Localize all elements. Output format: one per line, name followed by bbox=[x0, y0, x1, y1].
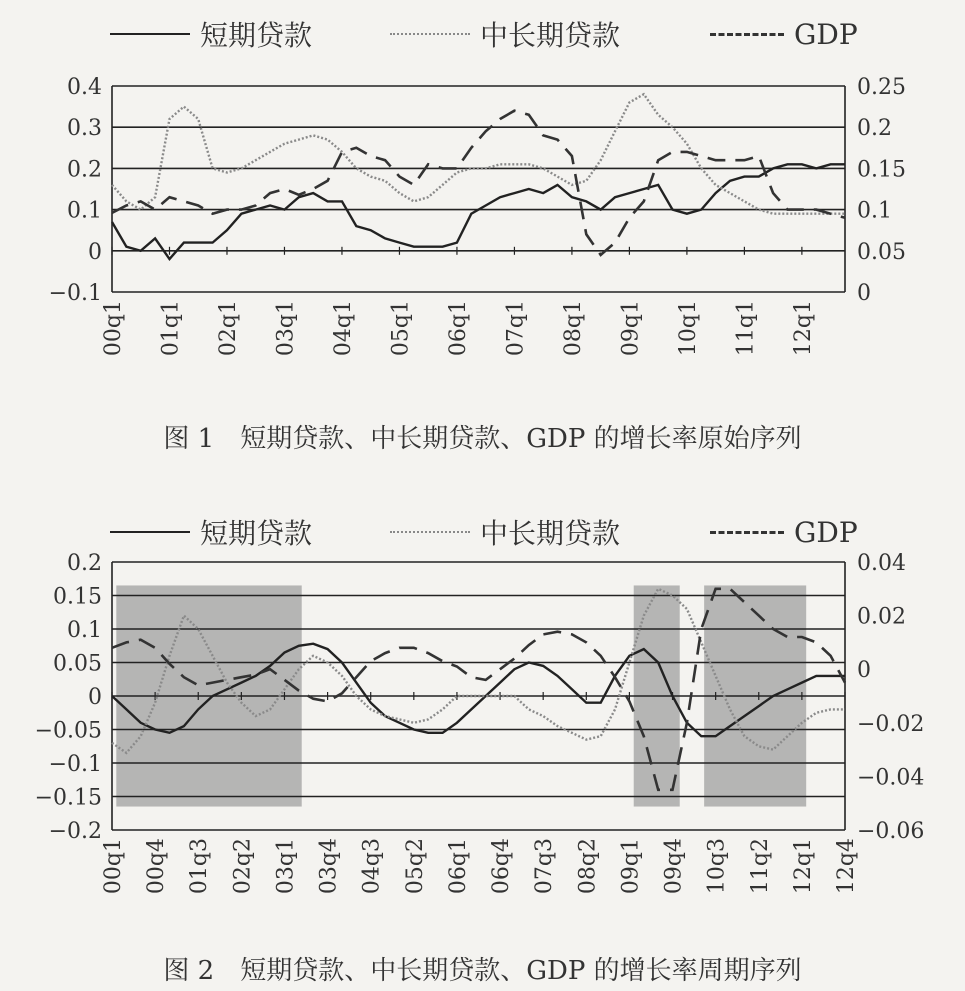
legend-short-term-label: 短期贷款 bbox=[200, 19, 313, 52]
series-line-long-term bbox=[112, 94, 845, 214]
y-left-tick-3: 0.1 bbox=[67, 198, 102, 224]
x-tick-10: 07q3 bbox=[532, 838, 558, 895]
y-right-tick-2: 0.15 bbox=[857, 157, 906, 183]
x-tick-5: 03q4 bbox=[316, 838, 342, 895]
x-tick-4: 03q1 bbox=[273, 838, 299, 895]
y-left-tick-3: 0.05 bbox=[53, 651, 102, 677]
y-right-tick-3: −0.02 bbox=[857, 711, 925, 737]
y-left-tick-1: 0.15 bbox=[53, 584, 102, 610]
x-tick-14: 10q3 bbox=[704, 838, 730, 895]
y-right-tick-0: 0.25 bbox=[857, 75, 906, 100]
x-tick-3: 02q2 bbox=[230, 838, 256, 895]
y-right-tick-5: 0 bbox=[857, 281, 871, 306]
x-tick-2: 02q1 bbox=[215, 300, 241, 357]
chart1-plot bbox=[0, 0, 965, 410]
y-right-tick-4: 0.05 bbox=[857, 239, 906, 265]
x-tick-9: 09q1 bbox=[618, 300, 644, 357]
chart2 bbox=[0, 500, 965, 991]
y-left-tick-5: −0.1 bbox=[48, 281, 102, 306]
x-tick-6: 04q3 bbox=[359, 838, 385, 895]
x-tick-11: 08q2 bbox=[575, 838, 601, 895]
x-tick-1: 00q4 bbox=[144, 838, 170, 895]
x-tick-7: 07q1 bbox=[503, 300, 529, 357]
x-tick-2: 01q3 bbox=[187, 838, 213, 895]
x-tick-11: 11q1 bbox=[733, 300, 759, 357]
legend-gdp-label: GDP bbox=[794, 515, 858, 549]
legend-long-term-label: 中长期贷款 bbox=[480, 517, 621, 550]
x-tick-7: 05q2 bbox=[402, 838, 428, 895]
y-left-tick-4: 0 bbox=[88, 239, 102, 265]
x-tick-3: 03q1 bbox=[273, 300, 299, 357]
x-tick-4: 04q1 bbox=[330, 300, 356, 357]
x-tick-12: 09q1 bbox=[618, 838, 644, 895]
x-tick-8: 06q1 bbox=[445, 838, 471, 895]
legend-gdp-label: GDP bbox=[794, 17, 858, 51]
x-tick-5: 05q1 bbox=[388, 300, 414, 357]
y-left-tick-8: −0.2 bbox=[48, 819, 102, 844]
chart2-plot bbox=[0, 500, 965, 940]
legend-long-term-label: 中长期贷款 bbox=[480, 19, 621, 52]
chart2-caption: 图 2 短期贷款、中长期贷款、GDP 的增长率周期序列 bbox=[163, 956, 802, 986]
y-right-tick-0: 0.04 bbox=[857, 551, 906, 576]
y-left-tick-6: −0.1 bbox=[48, 752, 102, 777]
y-right-tick-3: 0.1 bbox=[857, 198, 892, 224]
x-tick-6: 06q1 bbox=[445, 300, 471, 357]
x-tick-15: 11q2 bbox=[747, 838, 773, 895]
y-right-tick-2: 0 bbox=[857, 658, 871, 684]
y-left-tick-0: 0.4 bbox=[67, 75, 102, 100]
y-left-tick-1: 0.3 bbox=[67, 116, 102, 142]
x-tick-8: 08q1 bbox=[560, 300, 586, 357]
chart1-caption: 图 1 短期贷款、中长期贷款、GDP 的增长率原始序列 bbox=[163, 424, 802, 454]
x-tick-0: 00q1 bbox=[101, 838, 126, 895]
chart1 bbox=[0, 0, 965, 470]
x-tick-1: 01q1 bbox=[158, 300, 184, 357]
y-left-tick-2: 0.2 bbox=[67, 157, 102, 183]
x-tick-9: 06q4 bbox=[489, 838, 515, 895]
legend-short-term-label: 短期贷款 bbox=[200, 517, 313, 550]
y-left-tick-4: 0 bbox=[88, 685, 102, 710]
y-left-tick-7: −0.15 bbox=[34, 785, 102, 811]
y-left-tick-2: 0.1 bbox=[67, 618, 102, 643]
x-tick-12: 12q1 bbox=[790, 300, 816, 357]
y-right-tick-5: −0.06 bbox=[857, 819, 925, 844]
y-right-tick-1: 0.2 bbox=[857, 116, 892, 142]
y-right-tick-1: 0.02 bbox=[857, 604, 906, 630]
y-left-tick-5: −0.05 bbox=[34, 718, 102, 744]
x-tick-17: 12q4 bbox=[834, 838, 859, 895]
x-tick-10: 10q1 bbox=[675, 300, 701, 357]
x-tick-16: 12q1 bbox=[790, 838, 816, 895]
x-tick-0: 00q1 bbox=[101, 300, 126, 357]
x-tick-13: 09q4 bbox=[661, 838, 687, 895]
y-right-tick-4: −0.04 bbox=[857, 765, 925, 791]
y-left-tick-0: 0.2 bbox=[67, 551, 102, 576]
